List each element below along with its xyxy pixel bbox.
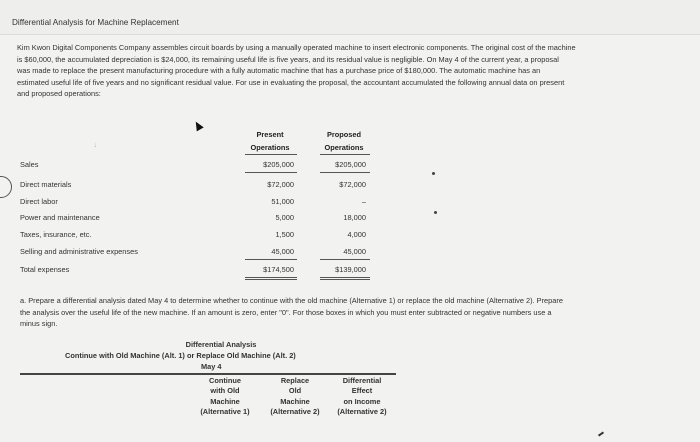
differential-analysis-title: Differential Analysis bbox=[185, 340, 257, 349]
intro-line: is $60,000, the accumulated depreciation is $24,000, its remaining useful life is five years, and its residual value is negligible. On May 4 of the current year, a proposal bbox=[17, 54, 559, 64]
down-arrow-icon: ↓ bbox=[93, 140, 97, 149]
differential-column-header: Differential Effect on Income (Alternative 2) bbox=[337, 376, 387, 417]
row-label-direct-materials: Direct materials bbox=[20, 180, 72, 189]
total-underline bbox=[245, 277, 297, 278]
header-underline bbox=[320, 154, 370, 155]
analysis-rule bbox=[20, 373, 396, 375]
total-double-underline bbox=[320, 279, 370, 280]
intro-line: was made to replace the present manufacturing procedure with a fully automatic machine that has a purchase price of $180,000. The automatic machine has an bbox=[17, 66, 541, 76]
total-overline bbox=[245, 259, 297, 260]
page-title: Differential Analysis for Machine Replacement bbox=[12, 18, 179, 27]
row-label-total-expenses: Total expenses bbox=[20, 265, 70, 274]
present-selling-admin: 45,000 bbox=[271, 247, 294, 256]
present-direct-materials: $72,000 bbox=[267, 180, 294, 189]
proposed-direct-materials: $72,000 bbox=[339, 180, 366, 189]
total-overline bbox=[320, 259, 370, 260]
sales-underline bbox=[245, 172, 297, 173]
proposed-total-expenses: $139,000 bbox=[335, 265, 366, 274]
differential-analysis-subtitle: Continue with Old Machine (Alt. 1) or Replace Old Machine (Alt. 2) bbox=[65, 351, 296, 360]
circle-marker bbox=[0, 176, 12, 198]
total-underline bbox=[320, 277, 370, 278]
intro-line: estimated useful life of five years and no significant residual value. For use in evaluating the proposal, the accountant accumulated the following annual data on present bbox=[17, 77, 565, 87]
differential-analysis-date: May 4 bbox=[201, 362, 222, 371]
sales-underline bbox=[320, 172, 370, 173]
proposed-taxes-insurance: 4,000 bbox=[347, 230, 366, 239]
header-underline bbox=[245, 154, 297, 155]
proposed-sales: $205,000 bbox=[335, 160, 366, 169]
proposed-direct-labor-dash: – bbox=[361, 197, 366, 206]
alt1-column-header: Continue with Old Machine (Alternative 1) bbox=[200, 376, 250, 417]
present-power-maintenance: 5,000 bbox=[275, 213, 294, 222]
proposed-operations-header: Proposed Operations bbox=[324, 130, 364, 152]
proposed-power-maintenance: 18,000 bbox=[343, 213, 366, 222]
instructions-part-a: a. Prepare a differential analysis dated May 4 to determine whether to continue with the old machine (Alternative 1) or replace the old machine (Alternative 2). Prepare the analysis over the useful life of the new machine. If an amount is zero, enter "0". For those boxes in which you must enter subtracted or negative numbers use a minus sign. bbox=[20, 296, 563, 329]
present-taxes-insurance: 1,500 bbox=[275, 230, 294, 239]
present-operations-header: Present Operations bbox=[250, 130, 290, 152]
row-label-selling-admin: Selling and administrative expenses bbox=[20, 247, 138, 256]
dot-marker bbox=[434, 211, 437, 214]
dot-marker bbox=[432, 172, 435, 175]
row-label-sales: Sales bbox=[20, 160, 39, 169]
mouse-pointer-icon bbox=[192, 120, 203, 132]
proposed-selling-admin: 45,000 bbox=[343, 247, 366, 256]
intro-line: and proposed operations: bbox=[17, 89, 101, 99]
row-label-direct-labor: Direct labor bbox=[20, 197, 58, 206]
alt2-column-header: Replace Old Machine (Alternative 2) bbox=[270, 376, 320, 417]
intro-line: Kim Kwon Digital Components Company assembles circuit boards by using a manually operated machine to insert electronic components. The original cost of the machine bbox=[17, 43, 576, 52]
cursor-mark bbox=[598, 431, 604, 436]
total-double-underline bbox=[245, 279, 297, 280]
problem-description bbox=[17, 42, 687, 100]
present-total-expenses: $174,500 bbox=[263, 265, 294, 274]
row-label-power-maintenance: Power and maintenance bbox=[20, 213, 100, 222]
present-direct-labor: 51,000 bbox=[271, 197, 294, 206]
row-label-taxes-insurance: Taxes, insurance, etc. bbox=[20, 230, 92, 239]
present-sales: $205,000 bbox=[263, 160, 294, 169]
